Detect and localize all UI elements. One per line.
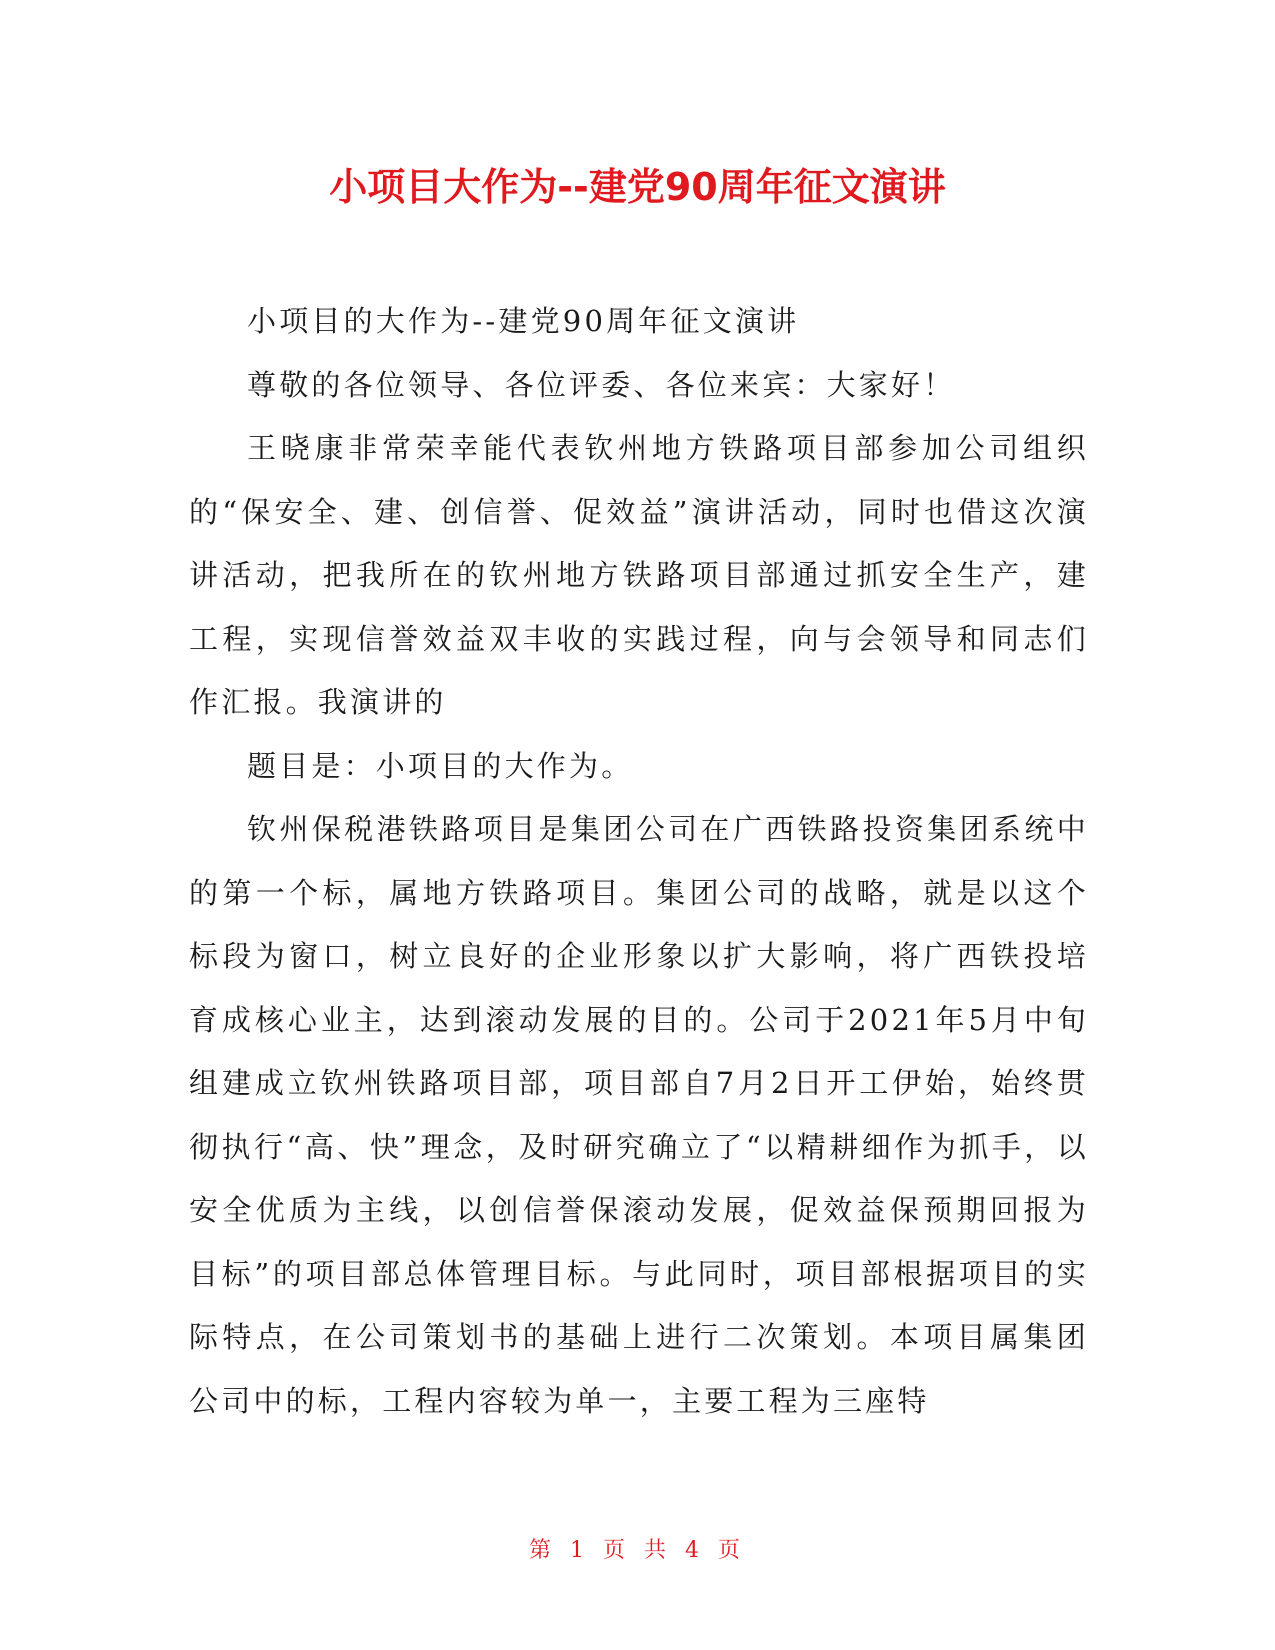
document-title: 小项目大作为--建党90周年征文演讲 xyxy=(329,165,946,209)
paragraph-greeting: 尊敬的各位领导、各位评委、各位来宾：大家好！ xyxy=(247,367,956,402)
paragraph-topic: 题目是：小项目的大作为。 xyxy=(247,748,634,783)
document-body xyxy=(189,290,1089,1433)
paragraph-subtitle: 小项目的大作为--建党90周年征文演讲 xyxy=(247,304,800,338)
page-number-footer: 第 1 页 共 4 页 xyxy=(529,1538,746,1563)
paragraph-project-background: 钦州保税港铁路项目是集团公司在广西铁路投资集团系统中的第一个标，属地方铁路项目。集团公司的战略，就是以这个标段为窗口，树立良好的企业形象以扩大影响，将广西铁投培育成核心业主，达到滚动发展的目的。公司于2021年5月中旬组建成立钦州铁路项目部，项目部自7月2日开工伊始，始终贯彻执行“高、快”理念，及时研究确立了“以精耕细作为抓手，以安全优质为主线，以创信誉保滚动发展，促效益保预期回报为目标”的项目部总体管理目标。与此同时，项目部根据项目的实际特点，在公司策划书的基础上进行二次策划。本项目属集团公司中的标，工程内容较为单一，主要工程为三座特 xyxy=(189,812,1089,1418)
paragraph-introduction: 王晓康非常荣幸能代表钦州地方铁路项目部参加公司组织的“保安全、建、创信誉、促效益”演讲活动，同时也借这次演讲活动，把我所在的钦州地方铁路项目部通过抓安全生产，建工程，实现信誉效益双丰收的实践过程，向与会领导和同志们作汇报。我演讲的 xyxy=(189,431,1089,719)
